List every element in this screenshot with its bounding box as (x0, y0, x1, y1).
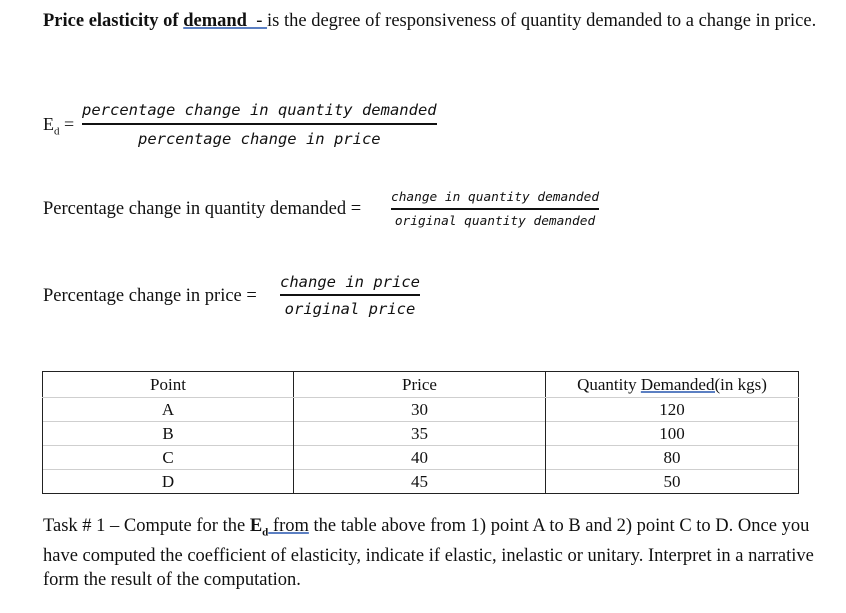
header-quantity (546, 372, 799, 398)
definition-paragraph (43, 10, 823, 33)
task-paragraph (43, 515, 833, 592)
ed-subscript: d (54, 125, 60, 138)
table-row (43, 398, 799, 422)
task-prefix: Task # 1 – Compute for the (43, 516, 250, 536)
formula-ed-lhs (43, 114, 74, 138)
table-row (43, 470, 799, 494)
header-quantity-suffix: in kgs) (720, 375, 767, 394)
formula-pct-qty-denominator: original quantity demanded (394, 213, 596, 229)
header-quantity-prefix: Quantity (577, 375, 641, 394)
cell-quantity: 80 (546, 446, 799, 470)
cell-point: B (43, 422, 294, 446)
definition-term-demand: demand (183, 11, 247, 31)
cell-price: 30 (294, 398, 546, 422)
cell-point: A (43, 398, 294, 422)
task-ed-sub: d (262, 526, 269, 539)
cell-quantity: 50 (546, 470, 799, 494)
task-rest: the table above from 1) point A to B and 2) point C to D. Once you have computed the coefficient of elasticity, indicate if elastic, inelastic or unitary. Interpret in a narrative form the result of the computation. (43, 516, 814, 590)
definition-term-prefix: Price elasticity of (43, 11, 184, 31)
table-row (43, 446, 799, 470)
price-quantity-table (42, 371, 799, 494)
ed-equals: = (59, 114, 75, 134)
definition-term (43, 11, 247, 31)
cell-point: C (43, 446, 294, 470)
task-ed-symbol (249, 516, 269, 539)
formula-pct-qty-numerator: change in quantity demanded (391, 190, 600, 205)
cell-quantity: 100 (546, 422, 799, 446)
formula-pct-qty-lhs: Percentage change in quantity demanded = (43, 199, 362, 219)
formula-pct-price-fraction (280, 273, 420, 318)
cell-point: D (43, 470, 294, 494)
formula-ed-denominator: percentage change in price (137, 129, 381, 148)
table-header-row (43, 372, 799, 398)
cell-quantity: 120 (546, 398, 799, 422)
cell-price: 45 (294, 470, 546, 494)
header-point: Point (43, 372, 294, 398)
definition-text: is the degree of responsiveness of quantity demanded to a change in price. (267, 11, 817, 31)
ed-symbol: E (43, 114, 54, 134)
header-price: Price (294, 372, 546, 398)
table-row (43, 422, 799, 446)
formula-pct-qty-fraction (391, 190, 599, 229)
definition-dash: - (246, 11, 268, 31)
header-quantity-demanded: Demanded( (640, 375, 721, 394)
formula-ed-fraction (82, 101, 437, 148)
cell-price: 35 (294, 422, 546, 446)
formula-pct-price-numerator: change in price (280, 273, 420, 291)
formula-pct-price-lhs: Percentage change in price = (43, 286, 257, 306)
formula-pct-price-denominator: original price (284, 299, 416, 318)
task-ed-main: E (249, 516, 263, 536)
cell-price: 40 (294, 446, 546, 470)
task-from-word: from (268, 516, 309, 536)
formula-ed-numerator: percentage change in quantity demanded (82, 101, 437, 119)
